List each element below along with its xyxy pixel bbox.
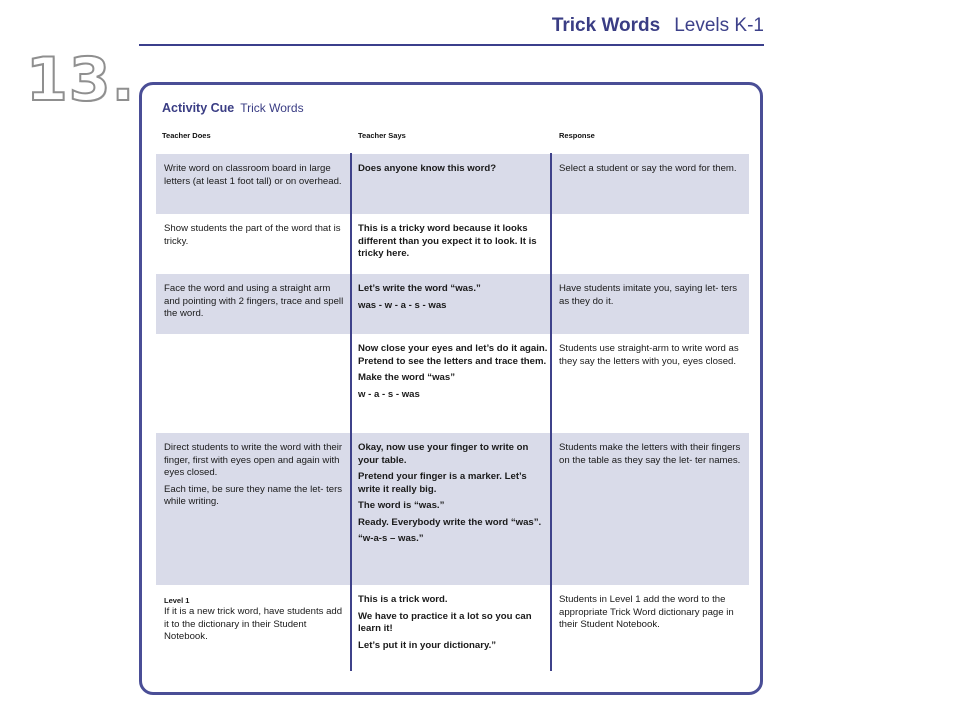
column-divider: [550, 153, 552, 671]
teacher-does-text: Direct students to write the word with their finger, first with eyes open and again with eyes closed.: [164, 442, 343, 478]
teacher-says-text: This is a tricky word because it looks different than you expect it to look. It is tricky here.: [358, 223, 537, 259]
response-cell: [559, 214, 743, 223]
teacher-says-text: “w-a-s – was.”: [358, 533, 424, 544]
table-row: [156, 334, 749, 433]
header-divider: [139, 44, 764, 46]
teacher-does-cell: [164, 154, 349, 192]
table-row: [156, 214, 749, 274]
teacher-does-cell: [164, 334, 349, 343]
teacher-does-text: Face the word and using a straight arm and pointing with 2 fingers, trace and spell the word.: [164, 283, 344, 319]
teacher-says-text: Does anyone know this word?: [358, 163, 497, 174]
header-title: Trick Words: [551, 15, 661, 36]
response-cell: [559, 334, 743, 372]
teacher-says-text: was - w - a - s - was: [358, 299, 447, 311]
column-header-response: Response: [559, 131, 595, 140]
response-cell: [559, 585, 743, 636]
teacher-says-cell: [358, 585, 550, 656]
teacher-does-text: Each time, be sure they name the let- ters while writing.: [164, 483, 343, 507]
column-header-teacher-does: Teacher Does: [162, 131, 211, 140]
teacher-says-text: We have to practice it a lot so you can learn it!: [358, 610, 532, 634]
level-label: Level 1: [164, 596, 190, 605]
table-row: [156, 274, 749, 334]
response-cell: [559, 154, 743, 180]
card-title-label: Activity Cue: [162, 101, 235, 115]
teacher-does-text: Show students the part of the word that is tricky.: [164, 223, 341, 247]
response-text: Students make the letters with their fingers on the table as they say the let- ter names.: [559, 442, 741, 466]
response-text: Have students imitate you, saying let- ters as they do it.: [559, 283, 738, 307]
table-row: [156, 433, 749, 585]
teacher-does-cell: [164, 433, 349, 513]
page-header: [552, 15, 764, 37]
response-cell: [559, 274, 743, 312]
teacher-says-text: w - a - s - was: [358, 388, 420, 400]
teacher-does-text: If it is a new trick word, have students add it to the dictionary in their Student Notebook.: [164, 606, 343, 642]
teacher-says-text: Okay, now use your finger to write on your table.: [358, 442, 529, 466]
teacher-says-cell: [358, 154, 550, 180]
card-title: [162, 99, 304, 117]
teacher-says-cell: [358, 274, 550, 316]
teacher-says-text: Make the word “was”: [358, 372, 456, 383]
slide-number: 13.: [26, 45, 136, 115]
teacher-says-text: Let’s write the word “was.”: [358, 283, 481, 294]
table-row: [156, 585, 749, 671]
response-cell: [559, 433, 743, 471]
response-text: Select a student or say the word for them.: [559, 163, 737, 174]
teacher-says-text: The word is “was.”: [358, 500, 445, 511]
activity-cue-card: [139, 82, 763, 695]
teacher-says-cell: [358, 433, 550, 550]
column-header-teacher-says: Teacher Says: [358, 131, 406, 140]
header-levels: Levels K-1: [674, 15, 764, 36]
teacher-says-text: Ready. Everybody write the word “was”.: [358, 516, 542, 528]
teacher-says-cell: [358, 214, 550, 265]
teacher-does-cell: [164, 274, 349, 325]
teacher-does-text: Write word on classroom board in large letters (at least 1 foot tall) or on overhead.: [164, 163, 342, 187]
teacher-says-text: This is a trick word.: [358, 594, 448, 605]
response-text: Students use straight-arm to write word as they say the letters with you, eyes closed.: [559, 343, 739, 367]
teacher-does-cell: [164, 214, 349, 252]
teacher-does-cell: [164, 585, 349, 648]
teacher-says-text: Let’s put it in your dictionary.”: [358, 639, 497, 651]
teacher-says-cell: [358, 334, 550, 405]
response-text: Students in Level 1 add the word to the appropriate Trick Word dictionary page in their Student Notebook.: [559, 594, 734, 630]
table-row: [156, 154, 749, 214]
teacher-says-text: Now close your eyes and let’s do it again. Pretend to see the letters and trace them.: [358, 343, 548, 367]
column-divider: [350, 153, 352, 671]
teacher-says-text: Pretend your finger is a marker. Let’s write it really big.: [358, 471, 527, 495]
card-title-topic: Trick Words: [240, 101, 304, 115]
